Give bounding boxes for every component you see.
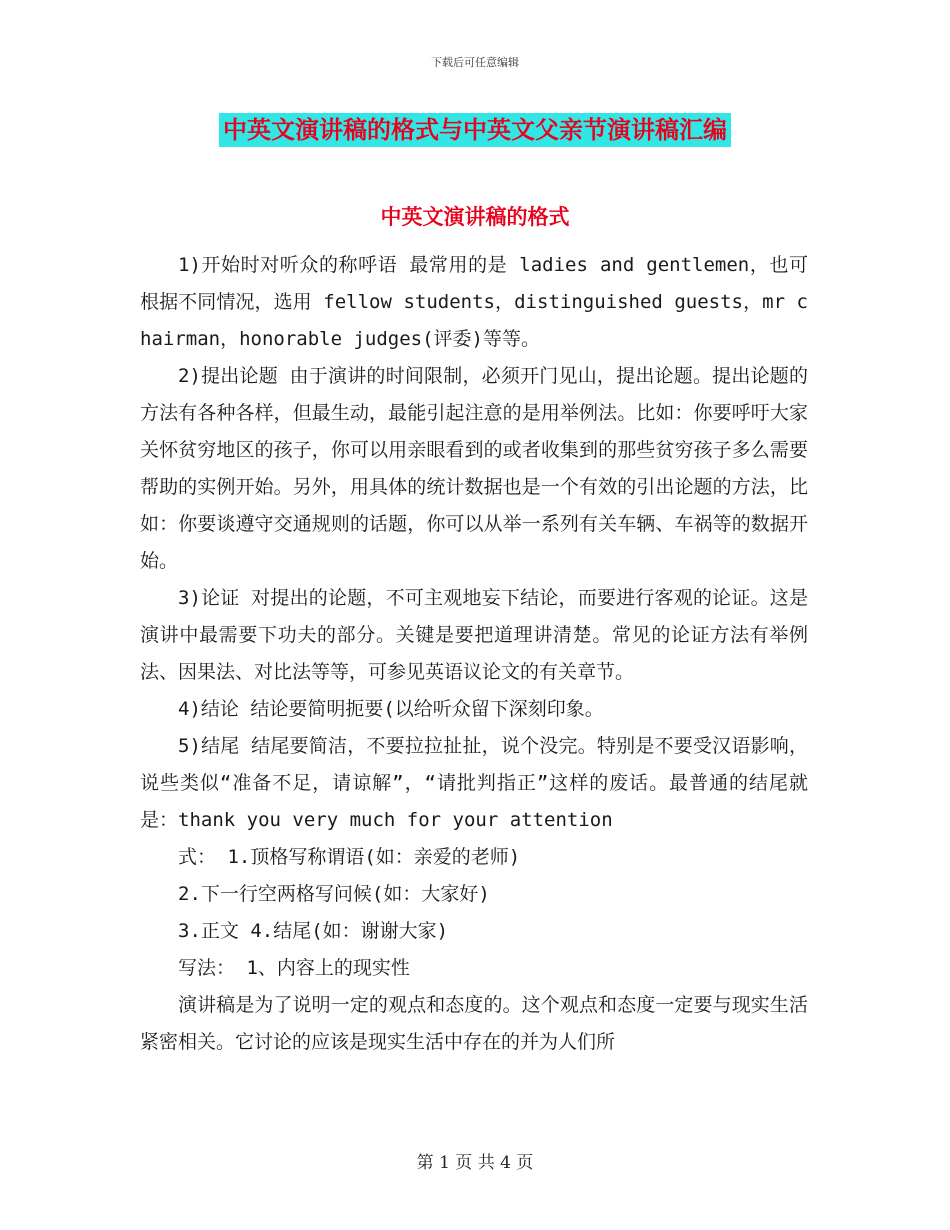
paragraph: 3.正文 4.结尾(如：谢谢大家)	[178, 920, 449, 942]
paragraph: 3)论证 对提出的论题，不可主观地妄下结论，而要进行客观的论证。这是演讲中最需要下功夫的部分。关键是要把道理讲清楚。常见的论证方法有举例法、因果法、对比法等等，可参见英语议论文的有关章节。	[140, 587, 808, 683]
paragraph: 2.下一行空两格写问候(如：大家好)	[178, 883, 490, 905]
paragraph: 写法： 1、内容上的现实性	[178, 957, 410, 979]
document-body	[140, 247, 808, 1061]
paragraph: 1)开始时对听众的称呼语 最常用的是 ladies and gentlemen，也可根据不同情况，选用 fellow students，distinguished guests，mr chairman，honorable judges(评委)等等。	[140, 254, 808, 350]
paragraph: 5)结尾 结尾要简洁，不要拉拉扯扯，说个没完。特别是不要受汉语影响，说些类似“准备不足，请谅解”，“请批判指正”这样的废话。最普通的结尾就是：thank you very much for your attention	[140, 735, 808, 831]
page-number-footer: 第 1 页 共 4 页	[416, 1153, 534, 1173]
document-title: 中英文演讲稿的格式与中英文父亲节演讲稿汇编	[219, 113, 731, 147]
paragraph: 2)提出论题 由于演讲的时间限制，必须开门见山，提出论题。提出论题的方法有各种各样，但最生动，最能引起注意的是用举例法。比如：你要呼吁大家关怀贫穷地区的孩子，你可以用亲眼看到的或者收集到的那些贫穷孩子多么需要帮助的实例开始。另外，用具体的统计数据也是一个有效的引出论题的方法，比如：你要谈遵守交通规则的话题，你可以从举一系列有关车辆、车祸等的数据开始。	[140, 365, 808, 572]
paragraph: 演讲稿是为了说明一定的观点和态度的。这个观点和态度一定要与现实生活紧密相关。它讨论的应该是现实生活中存在的并为人们所	[140, 994, 808, 1053]
section-title: 中英文演讲稿的格式	[380, 204, 570, 229]
paragraph: 式： 1.顶格写称谓语(如：亲爱的老师)	[178, 846, 521, 868]
header-note: 下载后可任意编辑	[431, 56, 519, 69]
document-title-container	[0, 113, 950, 147]
paragraph: 4)结论 结论要简明扼要(以给听众留下深刻印象。	[178, 698, 604, 720]
